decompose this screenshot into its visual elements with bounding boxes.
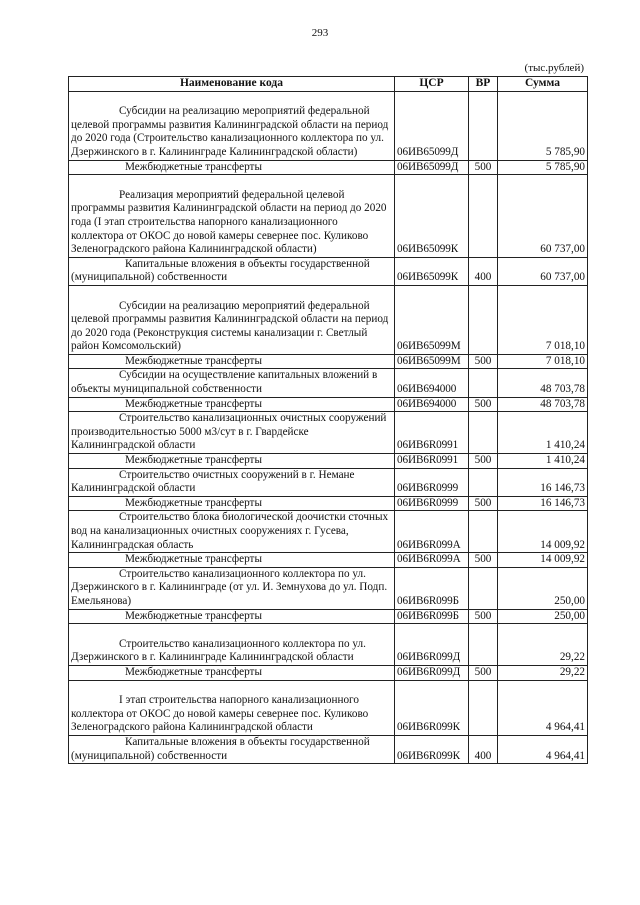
table-row (69, 624, 588, 666)
cell-vr (469, 369, 498, 397)
cell-sum: 5 785,90 (498, 160, 588, 175)
cell-vr: 500 (469, 160, 498, 175)
cell-name (69, 412, 395, 454)
cell-sum: 48 703,78 (498, 397, 588, 412)
row-name-text: Капитальные вложения в объекты государственной (муниципальной) собственности (71, 735, 370, 762)
cell-vr (469, 91, 498, 160)
cell-sum: 1 410,24 (498, 454, 588, 469)
cell-name (69, 91, 395, 160)
cell-csr: 06ИВ65099Д (395, 160, 469, 175)
cell-vr: 500 (469, 496, 498, 511)
table-row (69, 412, 588, 454)
cell-sum: 4 964,41 (498, 680, 588, 735)
table-row (69, 175, 588, 258)
row-name-text: Субсидии на реализацию мероприятий федеральной целевой программы развития Калининградской области на период до 2020 года (Строительство канализационного коллектора по ул. Дзержинского в г. Калининграде Калининградской области) (71, 105, 389, 158)
cell-vr: 500 (469, 354, 498, 369)
cell-sum: 29,22 (498, 665, 588, 680)
table-row (69, 496, 588, 511)
row-name-text: Капитальные вложения в объекты государственной (муниципальной) собственности (71, 257, 370, 284)
page-number: 293 (311, 27, 329, 39)
cell-name (69, 567, 395, 609)
cell-vr: 500 (469, 609, 498, 624)
cell-sum: 60 737,00 (498, 175, 588, 258)
cell-sum: 16 146,73 (498, 496, 588, 511)
cell-csr: 06ИВ6R099Д (395, 624, 469, 666)
row-name-text: Межбюджетные трансферты (125, 354, 262, 367)
row-name-text: Субсидии на реализацию мероприятий федеральной целевой программы развития Калининградской области на период до 2020 года (Реконструкция системы канализации г. Светлый район Комсомольский) (71, 299, 389, 353)
table-row (69, 285, 588, 354)
table-row (69, 567, 588, 609)
table-row (69, 468, 588, 496)
row-name-text: Субсидии на осуществление капитальных вложений в объекты муниципальной собственности (71, 369, 378, 396)
cell-name (69, 680, 395, 735)
cell-name (69, 369, 395, 397)
cell-csr: 06ИВ6R099А (395, 553, 469, 568)
cell-csr: 06ИВ65099М (395, 285, 469, 354)
cell-vr: 400 (469, 735, 498, 763)
cell-csr: 06ИВ6R099К (395, 680, 469, 735)
header-vr: ВР (469, 77, 498, 92)
row-name-text: Строительство канализационного коллектора по ул. Дзержинского в г. Калининграде Калининградской области (71, 637, 366, 664)
cell-vr: 500 (469, 665, 498, 680)
cell-sum: 7 018,10 (498, 285, 588, 354)
cell-vr (469, 468, 498, 496)
cell-name (69, 496, 395, 511)
cell-vr: 500 (469, 553, 498, 568)
cell-vr (469, 567, 498, 609)
cell-vr (469, 175, 498, 258)
table-row (69, 454, 588, 469)
cell-vr (469, 285, 498, 354)
cell-name (69, 454, 395, 469)
cell-name (69, 354, 395, 369)
row-name-text: Межбюджетные трансферты (125, 160, 262, 173)
cell-name (69, 609, 395, 624)
cell-name (69, 511, 395, 553)
cell-name (69, 175, 395, 258)
table-row (69, 609, 588, 624)
cell-vr (469, 412, 498, 454)
row-name-text: Строительство канализационных очистных сооружений производительностью 5000 м3/сут в г. Гвардейске Калининградской области (71, 412, 387, 452)
header-csr: ЦСР (395, 77, 469, 92)
row-name-text: Реализация мероприятий федеральной целевой программы развития Калининградской области на период до 2020 года (I этап строительства напорного канализационного коллектора от ОКОС до новой камеры севернее пос. Куликово Зеленоградского района Калининградской области) (71, 188, 387, 256)
header-sum: Сумма (498, 77, 588, 92)
cell-name (69, 285, 395, 354)
table-row (69, 369, 588, 397)
table-header-row (69, 77, 588, 92)
cell-sum: 29,22 (498, 624, 588, 666)
row-name-text: Межбюджетные трансферты (125, 496, 262, 509)
cell-name (69, 397, 395, 412)
budget-table (68, 76, 588, 764)
row-name-text: Межбюджетные трансферты (125, 397, 262, 410)
cell-name (69, 257, 395, 285)
row-name-text: Межбюджетные трансферты (125, 609, 262, 622)
cell-sum: 250,00 (498, 567, 588, 609)
cell-csr: 06ИВ6R099Д (395, 665, 469, 680)
cell-csr: 06ИВ65099М (395, 354, 469, 369)
cell-vr (469, 624, 498, 666)
cell-csr: 06ИВ694000 (395, 397, 469, 412)
cell-csr: 06ИВ6R099А (395, 511, 469, 553)
table-row (69, 397, 588, 412)
table-row (69, 735, 588, 763)
header-name: Наименование кода (69, 77, 395, 92)
table-body (69, 91, 588, 764)
units-label: (тыс.рублей) (524, 62, 584, 74)
cell-vr: 500 (469, 454, 498, 469)
cell-csr: 06ИВ6R099К (395, 735, 469, 763)
cell-sum: 14 009,92 (498, 511, 588, 553)
cell-vr: 500 (469, 397, 498, 412)
cell-name (69, 665, 395, 680)
cell-csr: 06ИВ6R0991 (395, 412, 469, 454)
table-row (69, 511, 588, 553)
table-row (69, 354, 588, 369)
cell-csr: 06ИВ694000 (395, 369, 469, 397)
cell-name (69, 624, 395, 666)
row-name-text: Межбюджетные трансферты (125, 454, 262, 467)
cell-csr: 06ИВ65099К (395, 257, 469, 285)
table-row (69, 680, 588, 735)
cell-name (69, 553, 395, 568)
cell-vr (469, 511, 498, 553)
cell-sum: 14 009,92 (498, 553, 588, 568)
cell-csr: 06ИВ6R099Б (395, 567, 469, 609)
cell-sum: 16 146,73 (498, 468, 588, 496)
cell-csr: 06ИВ6R0999 (395, 496, 469, 511)
cell-csr: 06ИВ65099Д (395, 91, 469, 160)
table-row (69, 665, 588, 680)
cell-csr: 06ИВ6R099Б (395, 609, 469, 624)
cell-sum: 1 410,24 (498, 412, 588, 454)
row-name-text: Строительство канализационного коллектора по ул. Дзержинского в г. Калининграде (от ул. И. Земнухова до ул. Подп. Емельянова) (71, 567, 388, 607)
cell-sum: 48 703,78 (498, 369, 588, 397)
row-name-text: I этап строительства напорного канализационного коллектора от ОКОС до новой камеры севернее пос. Куликово Зеленоградского района Калининградской области (71, 694, 369, 734)
table-row (69, 553, 588, 568)
row-name-text: Межбюджетные трансферты (125, 665, 262, 678)
cell-name (69, 468, 395, 496)
cell-sum: 60 737,00 (498, 257, 588, 285)
row-name-text: Строительство блока биологической доочистки сточных вод на канализационных очистных сооружениях г. Гусева, Калининградская область (71, 511, 389, 551)
table-row (69, 160, 588, 175)
cell-vr: 400 (469, 257, 498, 285)
row-name-text: Строительство очистных сооружений в г. Немане Калининградской области (71, 468, 355, 495)
cell-csr: 06ИВ6R0999 (395, 468, 469, 496)
cell-csr: 06ИВ65099К (395, 175, 469, 258)
cell-sum: 5 785,90 (498, 91, 588, 160)
cell-vr (469, 680, 498, 735)
cell-csr: 06ИВ6R0991 (395, 454, 469, 469)
table-row (69, 257, 588, 285)
cell-name (69, 735, 395, 763)
cell-sum: 4 964,41 (498, 735, 588, 763)
cell-sum: 250,00 (498, 609, 588, 624)
row-name-text: Межбюджетные трансферты (125, 553, 262, 566)
cell-sum: 7 018,10 (498, 354, 588, 369)
cell-name (69, 160, 395, 175)
table-row (69, 91, 588, 160)
